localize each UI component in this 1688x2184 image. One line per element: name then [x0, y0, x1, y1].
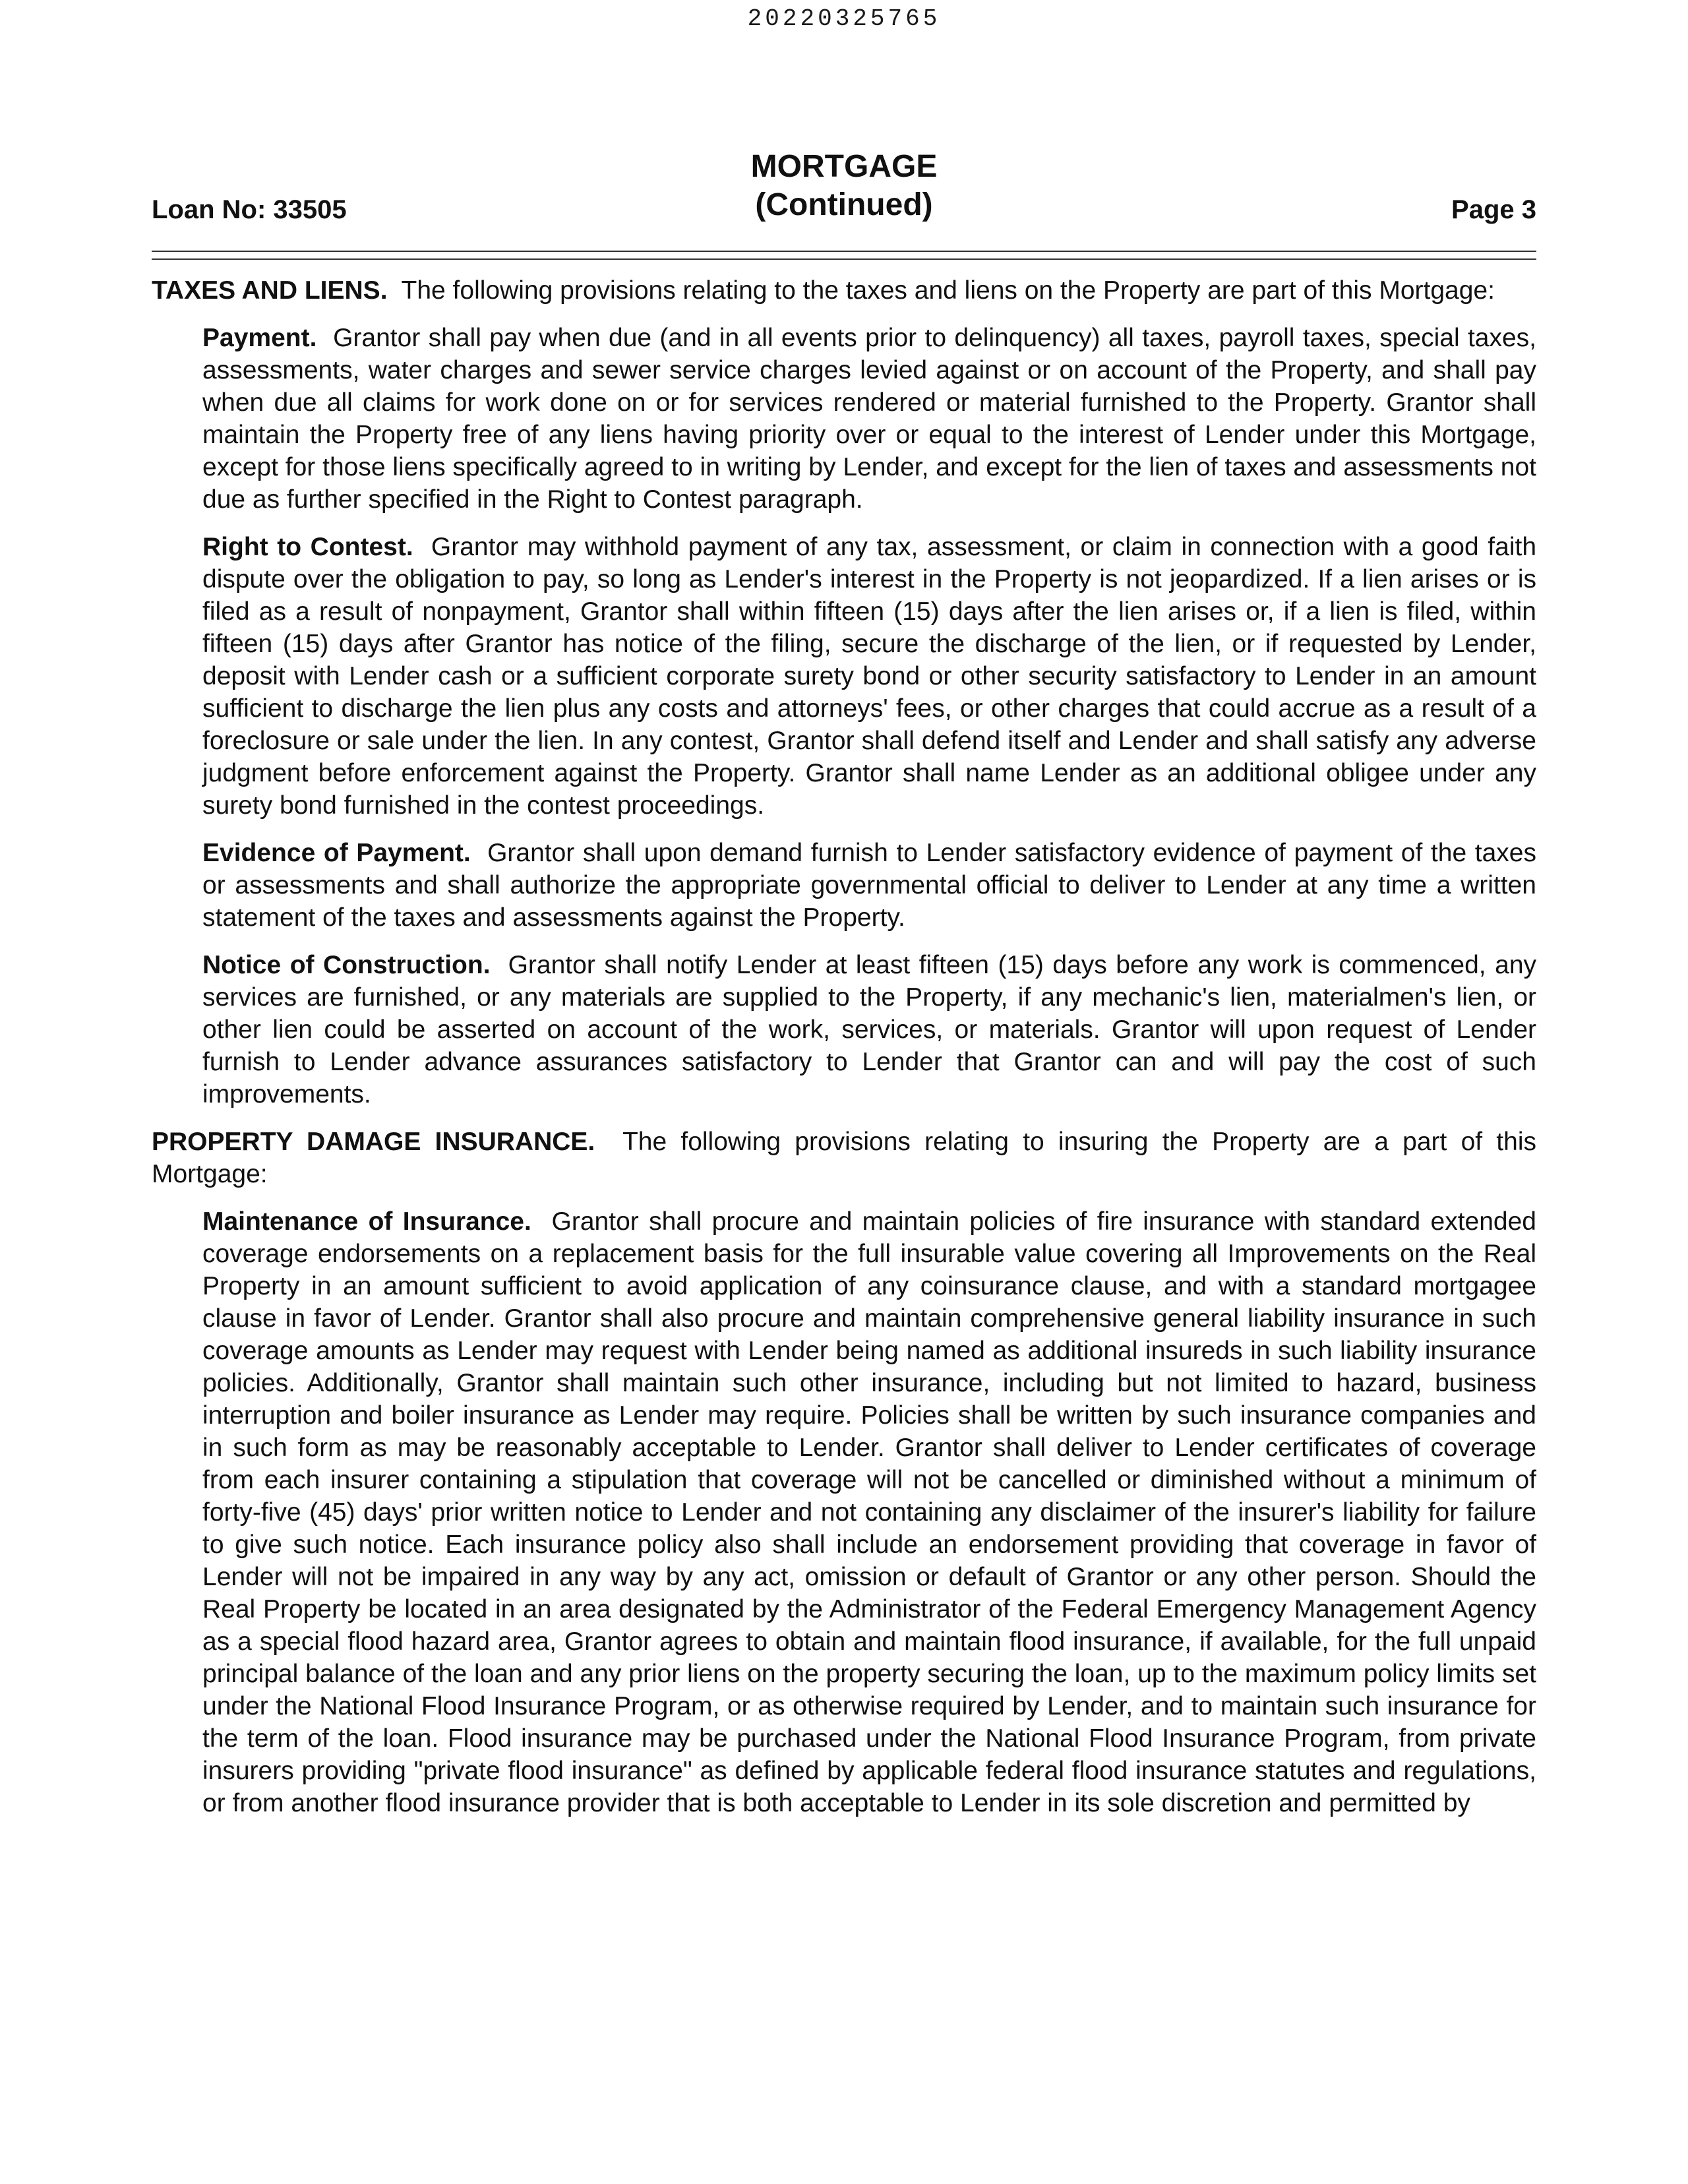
page-header [152, 148, 1536, 227]
paragraph-heading: Right to Contest. [202, 533, 413, 561]
title: MORTGAGE [750, 149, 938, 184]
paragraph-text: Grantor shall procure and maintain policies of fire insurance with standard extended coverage endorsements on a replacement basis for the full insurable value covering all Improvements on the Real Property in an amount sufficient to avoid application of any coinsurance clause, and with a standard mortgagee clause in favor of Lender. Grantor shall also procure and maintain comprehensive general liability insurance in such coverage amounts as Lender may request with Lender being named as additional insureds in such liability insurance policies. Additionally, Grantor shall maintain such other insurance, including but not limited to hazard, business interruption and boiler insurance as Lender may require. Policies shall be written by such insurance companies and in such form as may be reasonably acceptable to Lender. Grantor shall deliver to Lender certificates of coverage from each insurer containing a stipulation that coverage will not be cancelled or diminished without a minimum of forty-five (45) days' prior written notice to Lender and not containing any disclaimer of the insurer's liability for failure to give such notice. Each insurance policy also shall include an endorsement providing that coverage in favor of Lender will not be impaired in any way by any act, omission or default of Grantor or any other person. Should the Real Property be located in an area designated by the Administrator of the Federal Emergency Management Agency as a special flood hazard area, Grantor agrees to obtain and maintain flood insurance, if available, for the full unpaid principal balance of the loan and any prior liens on the property securing the loan, up to the maximum policy limits set under the National Flood Insurance Program, or as otherwise required by Lender, and to maintain such insurance for the term of the loan. Flood insurance may be purchased under the National Flood Insurance Program, from private insurers providing "private flood insurance" as defined by applicable federal flood insurance statutes and regulations, or from another flood insurance provider that is both acceptable to Lender in its sole discretion and permitted by [202, 1207, 1536, 1817]
header-rule-top [152, 251, 1536, 252]
section-heading: PROPERTY DAMAGE INSURANCE. [152, 1128, 595, 1156]
paragraph-heading: Maintenance of Insurance. [202, 1207, 531, 1236]
paragraph-heading: Evidence of Payment. [202, 839, 471, 867]
paragraph-payment [202, 322, 1536, 516]
section-taxes-and-liens [152, 274, 1536, 307]
header-rule-bottom [152, 258, 1536, 260]
section-intro: The following provisions relating to the taxes and liens on the Property are part of this Mortgage: [401, 276, 1495, 305]
section-intro: The following provisions relating to insuring the Property are a part of this Mortgage: [152, 1128, 1536, 1188]
document-title [152, 148, 1536, 224]
loan-number: Loan No: 33505 [152, 195, 347, 224]
subtitle: (Continued) [755, 187, 933, 222]
paragraph-heading: Payment. [202, 324, 317, 352]
section-heading: TAXES AND LIENS. [152, 276, 388, 305]
section-property-damage-insurance [152, 1126, 1536, 1190]
paragraph-evidence-of-payment [202, 837, 1536, 934]
paragraph-maintenance-of-insurance [202, 1205, 1536, 1819]
paragraph-text: Grantor may withhold payment of any tax, assessment, or claim in connection with a good faith dispute over the obligation to pay, so long as Lender's interest in the Property is not jeopardized. If a lien arises or is filed as a result of nonpayment, Grantor shall within fifteen (15) days after the lien arises or, if a lien is filed, within fifteen (15) days after Grantor has notice of the filing, secure the discharge of the lien, or if requested by Lender, deposit with Lender cash or a sufficient corporate surety bond or other security satisfactory to Lender in an amount sufficient to discharge the lien plus any costs and attorneys' fees, or other charges that could accrue as a result of a foreclosure or sale under the lien. In any contest, Grantor shall defend itself and Lender and shall satisfy any adverse judgment before enforcement against the Property. Grantor shall name Lender as an additional obligee under any surety bond furnished in the contest proceedings. [202, 533, 1537, 820]
paragraph-right-to-contest [202, 531, 1536, 822]
document-body [152, 274, 1536, 1835]
page-number: Page 3 [1451, 195, 1536, 224]
paragraph-text: Grantor shall pay when due (and in all events prior to delinquency) all taxes, payroll taxes, special taxes, assessments, water charges and sewer service charges levied against or on account of the Property, and shall pay when due all claims for work done on or for services rendered or material furnished to the Property. Grantor shall maintain the Property free of any liens having priority over or equal to the interest of Lender under this Mortgage, except for those liens specifically agreed to in writing by Lender, and except for the lien of taxes and assessments not due as further specified in the Right to Contest paragraph. [202, 324, 1536, 514]
paragraph-text: Grantor shall upon demand furnish to Lender satisfactory evidence of payment of the taxes or assessments and shall authorize the appropriate governmental official to deliver to Lender at any time a written statement of the taxes and assessments against the Property. [202, 839, 1536, 932]
paragraph-notice-of-construction [202, 949, 1536, 1110]
recording-number: 20220325765 [747, 5, 941, 32]
paragraph-heading: Notice of Construction. [202, 951, 491, 979]
paragraph-text: Grantor shall notify Lender at least fifteen (15) days before any work is commenced, any services are furnished, or any materials are supplied to the Property, if any mechanic's lien, materialmen's lien, or other lien could be asserted on account of the work, services, or materials. Grantor will upon request of Lender furnish to Lender advance assurances satisfactory to Lender that Grantor can and will pay the cost of such improvements. [202, 951, 1537, 1108]
